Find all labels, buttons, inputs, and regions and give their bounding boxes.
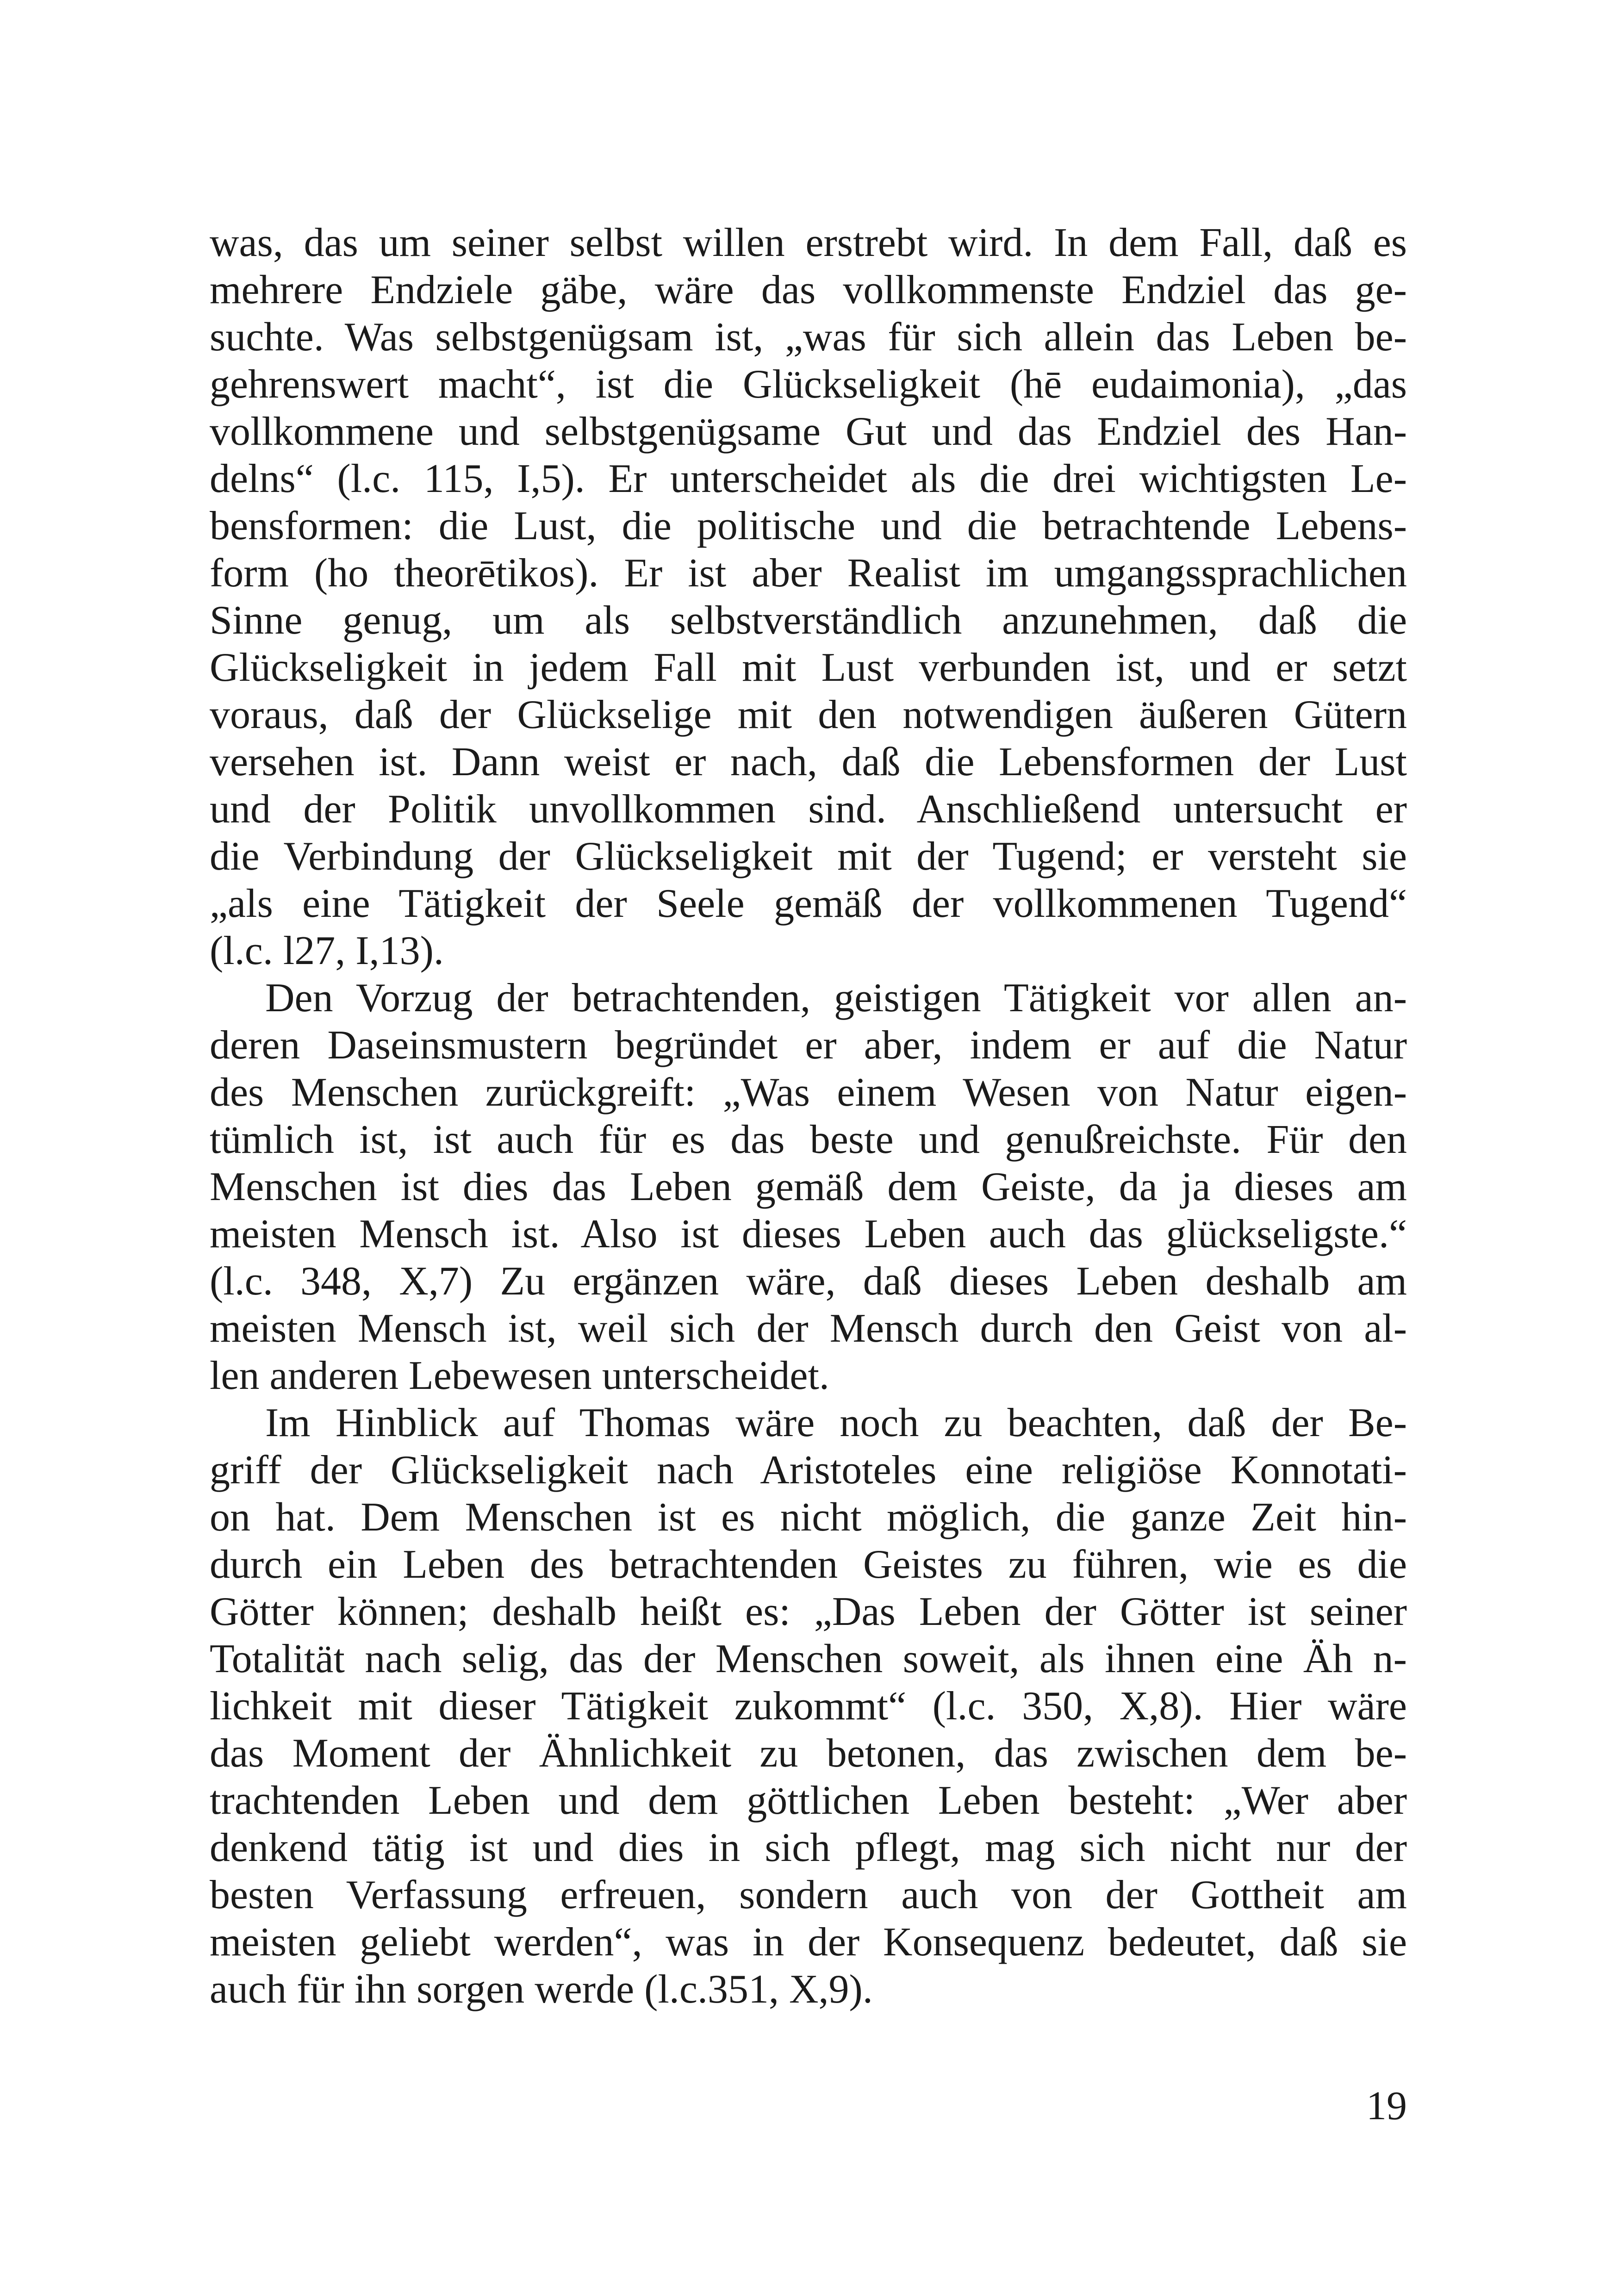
text-line: deren Daseinsmustern begründet er aber, indem er auf die Natur xyxy=(210,1023,1407,1068)
text-line: griff der Glückseligkeit nach Aristoteles eine religiöse Konnotati- xyxy=(210,1448,1407,1493)
text-line: und der Politik unvollkommen sind. Anschließend untersucht er xyxy=(210,787,1407,832)
text-line: Totalität nach selig, das der Menschen soweit, als ihnen eine Äh n- xyxy=(210,1636,1407,1681)
text-line: delns“ (l.c. 115, I,5). Er unterscheidet als die drei wichtigsten Le- xyxy=(210,456,1407,501)
paragraph-3 xyxy=(210,1400,1407,2013)
text-line: voraus, daß der Glückselige mit den notwendigen äußeren Gütern xyxy=(210,692,1407,737)
paragraph-2 xyxy=(210,975,1407,1400)
text-line: vollkommene und selbstgenügsame Gut und das Endziel des Han- xyxy=(210,409,1407,454)
text-line: besten Verfassung erfreuen, sondern auch von der Gottheit am xyxy=(210,1873,1407,1917)
text-line: Götter können; deshalb heißt es: „Das Leben der Götter ist seiner xyxy=(210,1589,1407,1634)
text-line: len anderen Lebewesen unterscheidet. xyxy=(210,1353,829,1398)
text-line: Den Vorzug der betrachtenden, geistigen Tätigkeit vor allen an- xyxy=(265,976,1407,1020)
text-line: was, das um seiner selbst willen erstrebt wird. In dem Fall, daß es xyxy=(210,220,1407,265)
text-line: lichkeit mit dieser Tätigkeit zukommt“ (l.c. 350, X,8). Hier wäre xyxy=(210,1684,1407,1729)
text-line: form (ho theorētikos). Er ist aber Realist im umgangssprachlichen xyxy=(210,551,1407,596)
text-line: meisten Mensch ist, weil sich der Mensch durch den Geist von al- xyxy=(210,1306,1407,1351)
text-line: denkend tätig ist und dies in sich pflegt, mag sich nicht nur der xyxy=(210,1825,1407,1870)
body-text xyxy=(210,219,1407,2013)
page-number: 19 xyxy=(1366,2084,1407,2128)
text-line: durch ein Leben des betrachtenden Geistes zu führen, wie es die xyxy=(210,1542,1407,1587)
text-line: tümlich ist, ist auch für es das beste und genußreichste. Für den xyxy=(210,1117,1407,1162)
text-line: Menschen ist dies das Leben gemäß dem Geiste, da ja dieses am xyxy=(210,1164,1407,1209)
text-line: Im Hinblick auf Thomas wäre noch zu beachten, daß der Be- xyxy=(265,1400,1407,1445)
text-line: das Moment der Ähnlichkeit zu betonen, das zwischen dem be- xyxy=(210,1731,1407,1776)
text-line: Glückseligkeit in jedem Fall mit Lust verbunden ist, und er setzt xyxy=(210,645,1407,690)
text-line: (l.c. l27, I,13). xyxy=(210,928,444,973)
text-line: die Verbindung der Glückseligkeit mit der Tugend; er versteht sie xyxy=(210,834,1407,879)
paragraph-1 xyxy=(210,219,1407,975)
text-line: gehrenswert macht“, ist die Glückseligkeit (hē eudaimonia), „das xyxy=(210,362,1407,407)
text-line: meisten geliebt werden“, was in der Konsequenz bedeutet, daß sie xyxy=(210,1920,1407,1965)
text-line: on hat. Dem Menschen ist es nicht möglich, die ganze Zeit hin- xyxy=(210,1495,1407,1540)
text-line: meisten Mensch ist. Also ist dieses Leben auch das glückseligste.“ xyxy=(210,1212,1407,1257)
text-line: (l.c. 348, X,7) Zu ergänzen wäre, daß dieses Leben deshalb am xyxy=(210,1259,1407,1304)
text-line: suchte. Was selbstgenügsam ist, „was für sich allein das Leben be- xyxy=(210,315,1407,360)
text-line: Sinne genug, um als selbstverständlich anzunehmen, daß die xyxy=(210,598,1407,643)
text-line: versehen ist. Dann weist er nach, daß die Lebensformen der Lust xyxy=(210,740,1407,784)
text-line: „als eine Tätigkeit der Seele gemäß der vollkommenen Tugend“ xyxy=(210,881,1407,926)
text-line: mehrere Endziele gäbe, wäre das vollkommenste Endziel das ge- xyxy=(210,268,1407,312)
text-line: des Menschen zurückgreift: „Was einem Wesen von Natur eigen- xyxy=(210,1070,1407,1115)
text-line: bensformen: die Lust, die politische und die betrachtende Lebens- xyxy=(210,504,1407,548)
text-line: trachtenden Leben und dem göttlichen Leben besteht: „Wer aber xyxy=(210,1778,1407,1823)
text-line: auch für ihn sorgen werde (l.c.351, X,9). xyxy=(210,1967,873,2012)
